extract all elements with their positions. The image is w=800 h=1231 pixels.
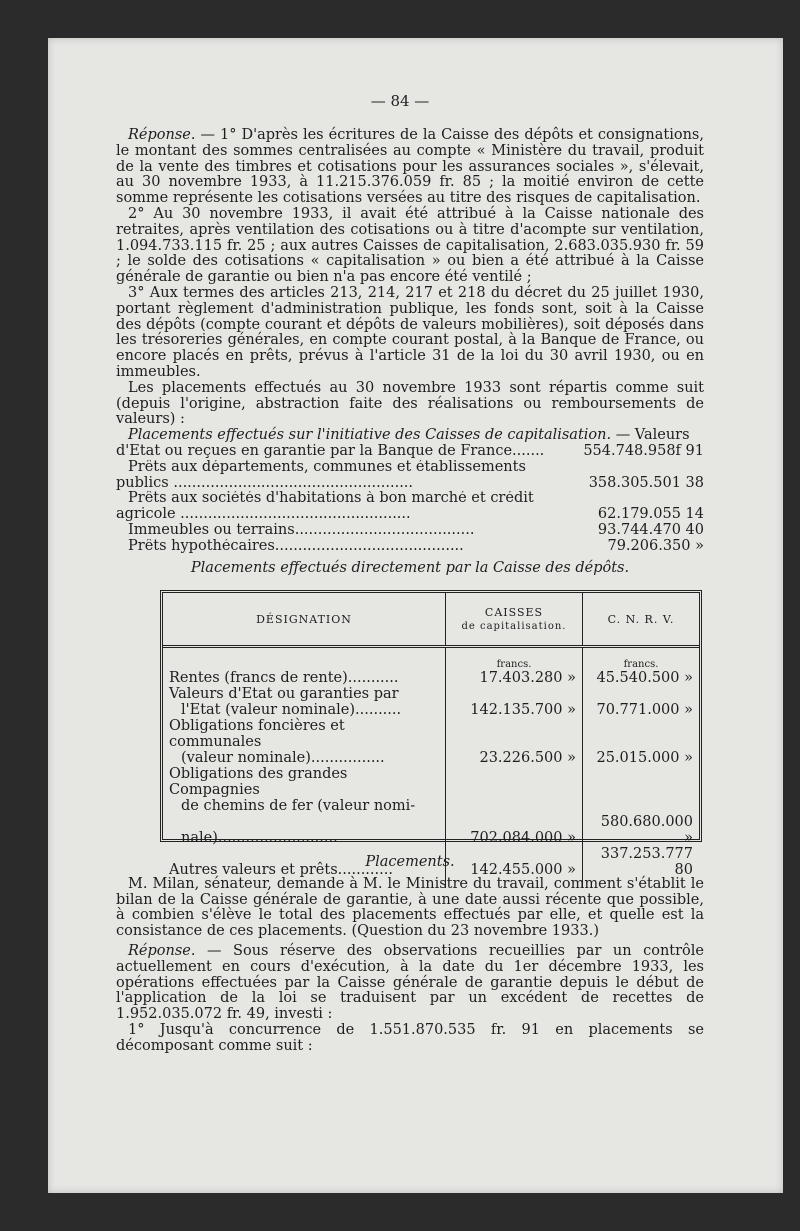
table-row: l'Etat (valeur nominale).......... 142.135.700 » 70.771.000 » [163, 702, 699, 718]
paragraph-3: 3° Aux termes des articles 213, 214, 217 et 218 du décret du 25 juillet 1930, portant règlement d'administration publique, les fonds sont, soit à la Caisse des dépôts (compte courant et dépôts de valeurs mobilières), soit déposés dans les trésoreries générales, en compte courant postal, à la Banque de France, ou encore placés en prêts, prévus à l'article 31 de la loi du 30 avril 1930, ou en immeubles. [116, 284, 704, 380]
table-row: (valeur nominale)................ 23.226.500 » 25.015.000 » [163, 750, 699, 766]
answer-block-1 [116, 128, 704, 576]
table-row: Rentes (francs de rente)........... 17.403.280 » 45.540.500 » [163, 670, 699, 686]
list-row: d'Etat ou reçues en garantie par la Banque de France....... 554.748.958f 91 [116, 442, 704, 459]
col-designation: DÉSIGNATION [163, 593, 446, 647]
table-header [163, 593, 699, 647]
list-row: Prêts hypothécaires......................................... 79.206.350 » [128, 537, 704, 554]
table-row: de chemins de fer (valeur nomi- [163, 798, 699, 814]
paragraph-5-rest: — Valeurs [611, 427, 690, 444]
table-row: nale).......................... 702.084.000 » 580.680.000 » [163, 814, 699, 846]
list-row: Prêts aux départements, communes et établissements [128, 459, 526, 475]
placements-list [116, 444, 704, 555]
paragraph-4: Les placements effectués au 30 novembre 1933 sont répartis comme suit (depuis l'origine, abstraction faite des réalisations ou remboursements de valeurs) : [116, 379, 704, 428]
paragraph-1 [116, 128, 704, 207]
answer-text: Réponse. — Sous réserve des observations recueillies par un contrôle actuellement en cours d'exécution, à la date du 1er décembre 1933, les opérations effectuées par la Caisse générale de garantie depuis le début de l'application de la loi se traduisent par un excédent de recettes de 1.952.035.072 fr. 49, investi : [116, 942, 704, 1023]
paragraph-1-text: — 1° D'après les écritures de la Caisse des dépôts et consignations, le montant des sommes centralisées au compte « Ministère du travail, produit de la vente des timbres et cotisations pour les assurances sociales », s'élevait, au 30 novembre 1933, à 11.215.376.059 fr. 85 ; la moitié environ de cette somme représente les cotisations versées au titre des risques de capitalisation. [116, 127, 704, 207]
question-text: M. Milan, sénateur, demande à M. le Ministre du travail, comment s'établit le bilan de la Caisse générale de garantie, à une date aussi récente que possible, à combien s'élève le total des placements effectués par elle, et quelle est la consistance de ces placements. (Question du 23 novembre 1933.) [116, 875, 704, 940]
reponse-label: Réponse. [128, 127, 196, 143]
unit-row: francs. francs. [163, 647, 699, 671]
table-title: Placements effectués directement par la Caisse des dépôts. [190, 559, 630, 576]
placements-heading: Placements. [365, 854, 455, 870]
table-row: Valeurs d'Etat ou garanties par [163, 686, 699, 702]
reponse-label-2: Réponse. [128, 942, 196, 959]
list-row: Immeubles ou terrains....................................... 93.744.470 40 [128, 521, 704, 538]
placements-initiative-heading: Placements effectués sur l'initiative des Caisses de capitalisation. [128, 427, 612, 444]
col-caisses: CAISSES de capitalisation. [446, 593, 583, 647]
table-row: Autres valeurs et prêts............ 142.455.000 » 337.253.777 80 [163, 846, 699, 888]
col-cnrv: C. N. R. V. [583, 593, 700, 647]
page-number: — 84 — [370, 92, 430, 110]
list-row: publics .................................................... 358.305.501 38 [116, 474, 704, 491]
list-row: agricole .................................................. 62.179.055 14 [116, 506, 704, 523]
list-row: Prêts aux sociétés d'habitations à bon marché et crédit [128, 491, 534, 507]
table-row: Obligations foncières et communales [163, 718, 699, 750]
paragraph-2: 2° Au 30 novembre 1933, il avait été attribué à la Caisse nationale des retraites, après ventilation des cotisations ou à titre d'acompte sur ventilation, 1.094.733.115 fr. 25 ; aux autres Caisses de capitalisation, 2.683.035.930 fr. 59 ; le solde des cotisations « capitalisation » ou bien a été attribué à la Caisse générale de garantie ou bien n'a pas encore été ventilé ; [116, 205, 704, 286]
question-block [116, 855, 704, 1055]
paragraph-5 [116, 428, 704, 444]
final-paragraph: 1° Jusqu'à concurrence de 1.551.870.535 fr. 91 en placements se décomposant comme suit : [116, 1021, 704, 1054]
table-row: Obligations des grandes Compagnies [163, 766, 699, 798]
